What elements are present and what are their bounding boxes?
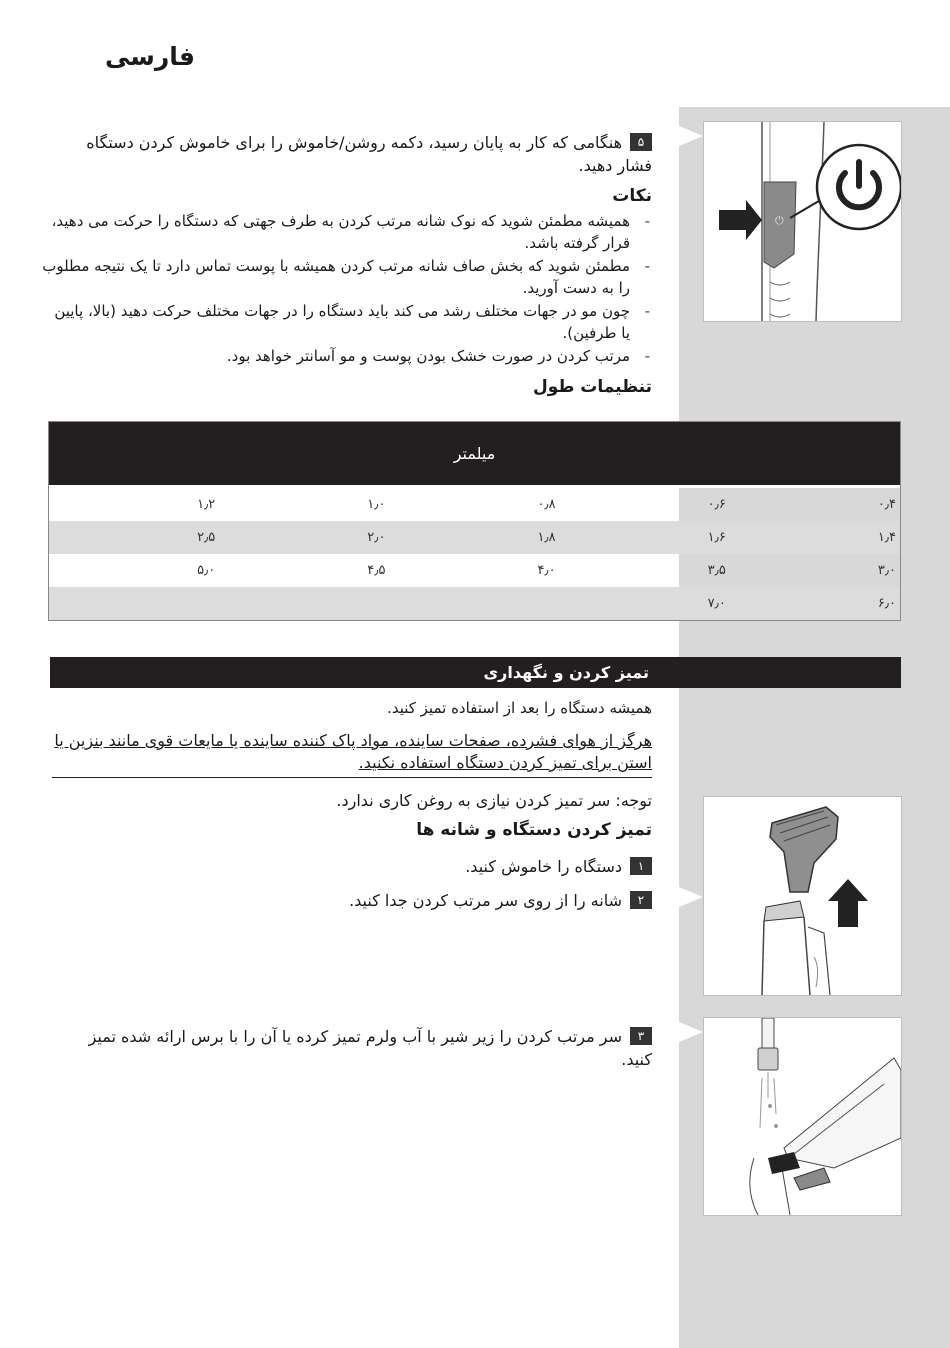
step-number: ۱ xyxy=(630,857,652,875)
table-cell xyxy=(389,587,559,620)
table-row xyxy=(49,587,900,620)
table-cell xyxy=(219,587,389,620)
table-cell: ۶٫۰ xyxy=(877,596,896,611)
table-cell: ۱٫۶ xyxy=(707,530,726,545)
table-cell: ۰٫۴ xyxy=(877,497,896,512)
table-cell: ۱٫۰ xyxy=(367,497,386,512)
table-cell xyxy=(49,587,219,620)
length-table xyxy=(48,421,901,621)
cleaning-subheading: تمیز کردن دستگاه و شانه ها xyxy=(416,820,652,840)
unit-header: میلمتر xyxy=(453,444,496,463)
table-row xyxy=(49,521,900,554)
table-cell: ۴٫۰ xyxy=(537,563,556,578)
cleaning-section-title: تمیز کردن و نگهداری xyxy=(50,657,901,688)
tips-list xyxy=(42,210,652,368)
table-cell: ۳٫۵ xyxy=(707,563,726,578)
step-text: شانه را از روی سر مرتب کردن جدا کنید. xyxy=(349,891,622,910)
table-cell: ۳٫۰ xyxy=(877,563,896,578)
step-text: هنگامی که کار به پایان رسید، دکمه روشن/خاموش را برای خاموش کردن دستگاه فشار دهید. xyxy=(86,133,652,175)
power-button-illustration xyxy=(703,121,902,322)
table-cell: ۴٫۵ xyxy=(367,563,386,578)
table-row xyxy=(49,554,900,587)
table-cell: ۰٫۶ xyxy=(707,497,726,512)
table-cell: ۱٫۲ xyxy=(197,497,216,512)
cleaning-step-3 xyxy=(72,1025,652,1071)
table-cell: ۵٫۰ xyxy=(197,563,216,578)
always-clean-text: همیشه دستگاه را بعد از استفاده تمیز کنید. xyxy=(387,699,652,717)
table-header xyxy=(49,422,900,485)
list-item: - همیشه مطمئن شوید که نوک شانه مرتب کردن به طرف جهتی که دستگاه را حرکت می دهید، قرار گرفته باشد. xyxy=(42,210,652,254)
step-text: دستگاه را خاموش کنید. xyxy=(465,857,622,876)
cleaning-warning xyxy=(52,730,652,778)
length-settings-heading: تنظیمات طول xyxy=(532,377,652,397)
step-text: سر مرتب کردن را زیر شیر با آب ولرم تمیز کرده یا آن را با برس ارائه شده تمیز کنید. xyxy=(88,1027,652,1069)
table-cell: ۱٫۸ xyxy=(537,530,556,545)
panel-pointer xyxy=(679,887,703,907)
page-title: فارسی xyxy=(104,42,195,71)
cleaning-step-1 xyxy=(72,855,652,878)
arrow-right-icon xyxy=(719,200,762,240)
arrow-up-icon xyxy=(828,879,868,927)
table-row xyxy=(49,488,900,521)
table-cell: ۱٫۴ xyxy=(877,530,896,545)
table-cell: ۷٫۰ xyxy=(707,596,726,611)
table-cell: ۲٫۰ xyxy=(367,530,386,545)
rinsing-illustration xyxy=(703,1017,902,1216)
warning-text: هرگز از هوای فشرده، صفحات ساینده، مواد پاک کننده ساینده یا مایعات قوی مانند بنزین یا استن برای تمیز کردن دستگاه استفاده نکنید. xyxy=(54,731,652,772)
table-cell: ۲٫۵ xyxy=(197,530,216,545)
list-item: - مرتب کردن در صورت خشک بودن پوست و مو آسانتر خواهد بود. xyxy=(42,345,652,367)
tips-heading: نکات xyxy=(612,186,652,206)
step-number: ۲ xyxy=(630,891,652,909)
list-item: - چون مو در جهات مختلف رشد می کند باید دستگاه را در جهات مختلف حرکت دهید (بالا، پایین یا طرفین). xyxy=(42,300,652,344)
cleaning-step-2 xyxy=(72,889,652,912)
list-item: - مطمئن شوید که بخش صاف شانه مرتب کردن همیشه با پوست تماس دارد تا یک نتیجه مطلوب را به دست آورید. xyxy=(42,255,652,299)
table-cell: ۰٫۸ xyxy=(537,497,556,512)
step-number: ۵ xyxy=(630,133,652,151)
panel-pointer xyxy=(679,1022,703,1042)
panel-pointer xyxy=(679,126,703,146)
step-5 xyxy=(72,131,652,177)
step-number: ۳ xyxy=(630,1027,652,1045)
note-text: توجه: سر تمیز کردن نیازی به روغن کاری ندارد. xyxy=(336,791,652,810)
svg-text:⏻: ⏻ xyxy=(775,214,784,227)
comb-removal-illustration xyxy=(703,796,902,996)
